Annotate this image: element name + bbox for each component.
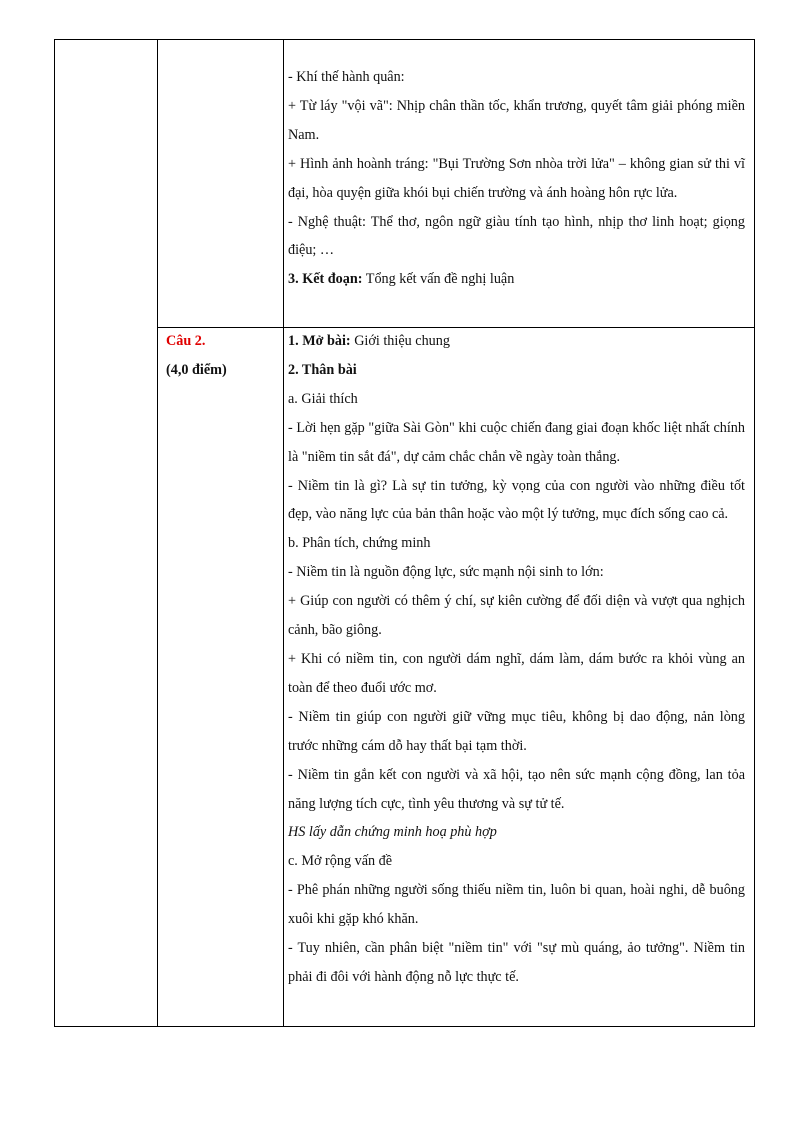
section-b-line: + Khi có niềm tin, con người dám nghĩ, dám làm, dám bước ra khỏi vùng an toàn để theo đuổi ước mơ.	[288, 650, 745, 696]
section-b-line: - Niềm tin gắn kết con người và xã hội, tạo nên sức mạnh cộng đồng, lan tỏa năng lượng tích cực, tình yêu thương và sự tử tế.	[288, 766, 745, 812]
mo-bai-line	[288, 327, 745, 356]
mo-bai-text: Giới thiệu chung	[350, 333, 450, 349]
section-b-line: - Niềm tin giúp con người giữ vững mục tiêu, không bị dao động, nản lòng trước những cám dỗ hay thất bại tạm thời.	[288, 708, 745, 754]
ket-doan-line	[288, 265, 745, 294]
question-number: Câu 2.	[166, 333, 206, 349]
question-points: (4,0 điểm)	[166, 362, 227, 378]
section-b-line: - Niềm tin là nguồn động lực, sức mạnh nội sinh to lớn:	[288, 564, 604, 581]
mo-bai-label: 1. Mở bài:	[288, 333, 351, 349]
section-a-line: - Lời hẹn gặp "giữa Sài Gòn" khi cuộc chiến đang giai đoạn khốc liệt nhất chính là "niềm tin sắt đá", dự cảm chắc chắn về ngày toàn thắng.	[288, 419, 745, 465]
evidence-note-text: HS lấy dẫn chứng minh hoạ phù hợp	[288, 824, 497, 841]
row1-line: + Hình ảnh hoành tráng: "Bụi Trường Sơn nhòa trời lửa" – không gian sử thi vĩ đại, hòa quyện giữa khói bụi chiến trường và ánh hoàng hôn rực lửa.	[288, 155, 745, 201]
row1-content	[288, 63, 745, 294]
section-a-line: - Niềm tin là gì? Là sự tin tưởng, kỳ vọng của con người vào những điều tốt đẹp, vào năng lực của bản thân hoặc vào một lý tưởng, mục đích sống cao cả.	[288, 477, 745, 523]
row1-line: - Nghệ thuật: Thể thơ, ngôn ngữ giàu tính tạo hình, nhịp thơ linh hoạt; giọng điệu; …	[288, 213, 745, 259]
section-c-line: - Phê phán những người sống thiếu niềm tin, luôn bi quan, hoài nghi, dễ buông xuôi khi gặp khó khăn.	[288, 882, 745, 928]
ket-doan-label: 3. Kết đoạn:	[288, 271, 363, 288]
evidence-note	[288, 818, 745, 847]
column-divider-2	[283, 40, 284, 1026]
section-c-heading: c. Mở rộng vấn đề	[288, 853, 393, 870]
section-c-line: - Tuy nhiên, cần phân biệt "niềm tin" với "sự mù quáng, ảo tưởng". Niềm tin phải đi đôi với hành động nỗ lực thực tế.	[288, 940, 745, 985]
row2-content	[288, 327, 745, 992]
answer-table	[54, 39, 755, 1027]
row1-line: + Từ láy "vội vã": Nhịp chân thần tốc, khẩn trương, quyết tâm giải phóng miền Nam.	[288, 97, 745, 143]
section-a-heading: a. Giải thích	[288, 390, 358, 407]
ket-doan-text: Tổng kết vấn đề nghị luận	[362, 271, 515, 288]
column-divider-1	[157, 40, 158, 1026]
than-bai-heading: 2. Thân bài	[288, 361, 357, 378]
section-b-heading: b. Phân tích, chứng minh	[288, 535, 431, 552]
row1-line: - Khí thế hành quân:	[288, 69, 405, 85]
section-b-line: + Giúp con người có thêm ý chí, sự kiên cường để đối diện và vượt qua nghịch cảnh, bão giông.	[288, 593, 745, 639]
